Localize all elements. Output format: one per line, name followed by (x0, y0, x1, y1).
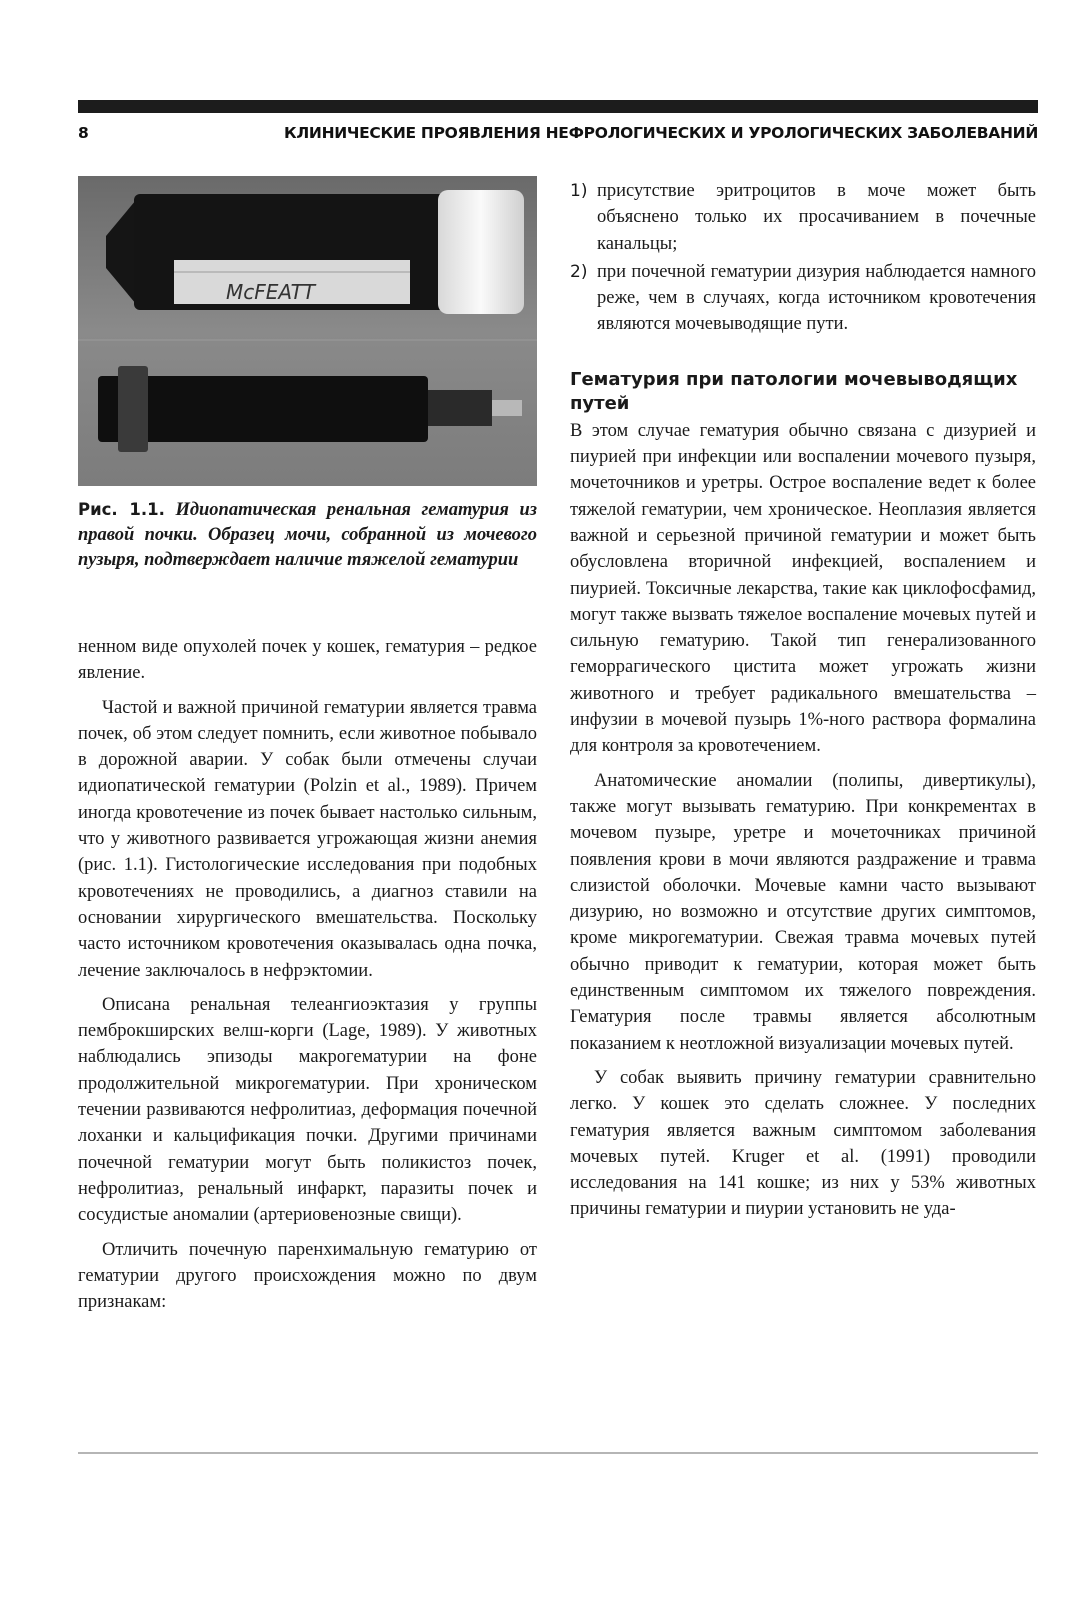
paragraph: Частой и важной причиной гематурии является травма почек, об этом следует помнить, если животное побывало в дорожной аварии. У собак были отмечены случаи идиопатической гематурии (Polzin et al., 1989). Причем иногда кровотечение из почек бывает настолько сильным, что у животного развивается угрожающая жизни анемия (рис. 1.1). Гистологические исследования при подобных кровотечениях не проводились, а диагноз ставили на основании хирургического вмешательства. Поскольку часто источником кровотечения оказывалась одна почка, лечение заключалось в нефрэктомии. (78, 697, 537, 981)
page-number: 8 (78, 124, 89, 142)
paragraph: У собак выявить причину гематурии сравнительно легко. У кошек это сделать сложнее. У последних гематурия является важным симптомом заболевания мочевых путей. Kruger et al. (1991) проводили исследования на 141 кошке; из них у 53% животных причины гематурии и пиурии установить не уда- (570, 1067, 1036, 1220)
left-column (78, 634, 537, 1315)
paragraph: Анатомические аномалии (полипы, дивертикулы), также могут вызывать гематурию. При конкрементах в мочевом пузыре, уретре и мочеточниках причиной появления крови в мочи являются раздражение и травма слизистой оболочки. Мочевые камни часто вызывают дизурию, но возможно и отсутствие других симптомов, кроме микрогематурии. Свежая травма мочевых путей обычно приводит к гематурии, которая может быть единственным симптомом их тяжелого повреждения. Гематурия после травмы является абсолютным показанием к неотложной визуализации мочевых путей. (570, 770, 1036, 1054)
figure-caption-text: Идиопатическая ренальная гематурия из правой почки. Образец мочи, собранной из мочевого пузыря, подтверждает наличие тяжелой гематурии (78, 500, 537, 570)
running-header (78, 124, 1038, 150)
header-rule (78, 100, 1038, 113)
container-cap (438, 190, 524, 314)
list-item-number: 1) (570, 181, 588, 201)
paragraph: В этом случае гематурия обычно связана с дизурией и пиурией при инфекции или воспалении мочевого пузыря, мочеточников и уретры. Острое воспаление ведет к более тяжелой гематурии, чем хроническое. Неоплазия является важной и серьезной причиной гематурии и может быть обусловлена вторичной инфекцией, воспалением и пиурией. Токсичные лекарства, такие как циклофосфамид, могут также вызвать тяжелое воспаление мочевых путей и сильную гематурию. Такой тип генерализованного геморрагического цистита может угрожать жизни животного и требует радикального вмешательства – инфузии в мочевой пузырь 1%-ного раствора формалина для контроля за кровотечением. (570, 420, 1036, 757)
label-handwriting: McFEATT (226, 280, 316, 304)
criteria-list (570, 178, 1036, 338)
running-title: КЛИНИЧЕСКИЕ ПРОЯВЛЕНИЯ НЕФРОЛОГИЧЕСКИХ И УРОЛОГИЧЕСКИХ ЗАБОЛЕВАНИЙ (283, 124, 1038, 142)
list-item-number: 2) (570, 261, 588, 282)
footer-rule (78, 1452, 1038, 1454)
list-item-text: присутствие эритроцитов в моче может быть объяснено только их просачиванием в почечные канальцы; (597, 181, 1036, 254)
list-item (570, 259, 1036, 338)
list-item (570, 178, 1036, 257)
paragraph: Описана ренальная телеангиоэктазия у группы пемброкширских велш-корги (Lage, 1989). У животных наблюдались эпизоды макрогематурии на фоне продолжительной микрогематурии. При хроническом течении развиваются нефролитиаз, деформация почечной лоханки и кальцификация почки. Другими причинами почечной гематурии могут быть поликистоз почек, нефролитиаз, ренальный инфаркт, паразиты почек и сосудистые аномалии (артериовенозные свищи). (78, 994, 537, 1226)
list-item-text: при почечной гематурии дизурия наблюдается намного реже, чем в случаях, когда источником кровотечения являются мочевыводящие пути. (597, 261, 1036, 335)
paragraph: ненном виде опухолей почек у кошек, гематурия – редкое явление. (78, 637, 537, 684)
urine-samples-image (78, 176, 537, 486)
right-column (570, 178, 1036, 1223)
figure-caption (78, 497, 537, 573)
paragraph: Отличить почечную паренхимальную гематурию от гематурии другого происхождения можно по двум признакам: (78, 1239, 537, 1313)
figure-photo (78, 176, 537, 486)
section-heading: Гематурия при патологии мочевыводящих путей (570, 368, 1018, 414)
figure-label: Рис. 1.1. (78, 500, 165, 519)
